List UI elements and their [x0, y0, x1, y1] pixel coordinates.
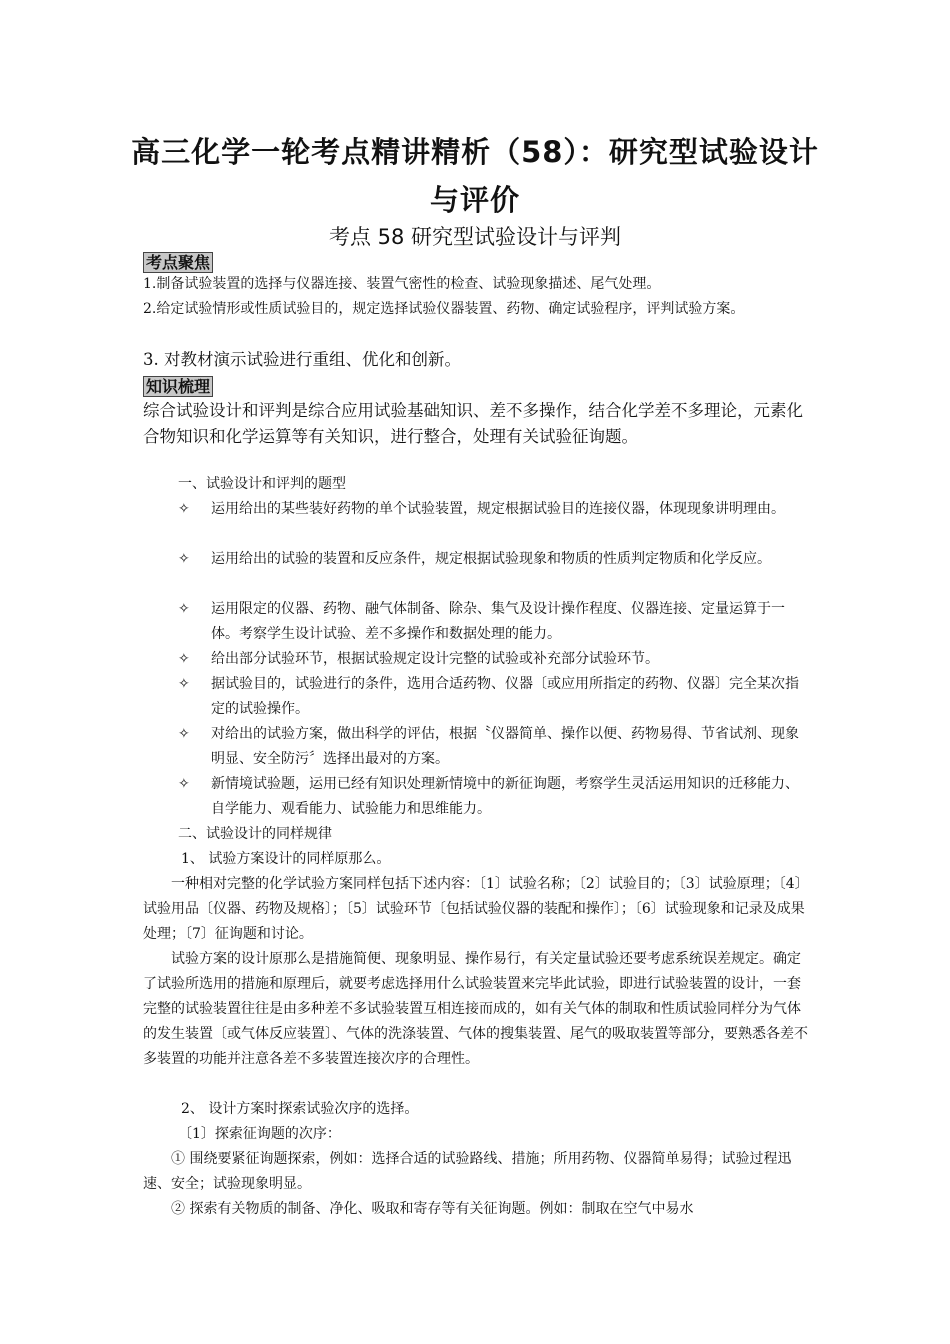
- diamond-bullet-icon: ✧: [178, 651, 190, 667]
- diamond-bullet-icon: ✧: [178, 676, 190, 692]
- bullet-item: ✧ 新情境试验题，运用已经有知识处理新情境中的新征询题，考察学生灵活运用知识的迁移能力、自学能力、观看能力、试验能力和思维能力。: [178, 772, 808, 822]
- document-title-line1: 高三化学一轮考点精讲精析（58）：研究型试验设计: [131, 135, 819, 169]
- document-title-line2: 与评价: [429, 183, 520, 217]
- heading-general-rules: 二、试验设计的同样规律: [178, 826, 332, 842]
- document-subtitle: 考点 58 研究型试验设计与评判: [328, 225, 622, 249]
- diamond-bullet-icon: ✧: [178, 551, 190, 567]
- bullet-item: ✧ 运用给出的某些装好药物的单个试验装置，规定根据试验目的连接仪器，体现现象讲明理由。: [178, 497, 808, 522]
- diamond-bullet-icon: ✧: [178, 726, 190, 742]
- diamond-bullet-icon: ✧: [178, 501, 190, 517]
- heading-question-types: 一、试验设计和评判的题型: [178, 476, 346, 492]
- focus-item-1: 1.制备试验装置的选择与仪器连接、装置气密性的检查、试验现象描述、尾气处理。: [143, 276, 661, 292]
- paragraph-main-question: ① 围绕要紧征询题探索，例如：选择合适的试验路线、措施；所用药物、仪器简单易得；试验过程迅速、安全；试验现象明显。: [143, 1151, 792, 1192]
- subheading-question-order: 〔1〕探索征询题的次序：: [178, 1126, 341, 1142]
- bullet-item: ✧ 给出部分试验环节，根据试验规定设计完整的试验或补充部分试验环节。: [178, 647, 808, 672]
- focus-item-2: 2.给定试验情形或性质试验目的，规定选择试验仪器装置、药物、确定试验程序，评判试验方案。: [143, 301, 745, 317]
- bullet-item: ✧ 运用给出的试验的装置和反应条件，规定根据试验现象和物质的性质判定物质和化学反应。: [178, 547, 808, 572]
- diamond-bullet-icon: ✧: [178, 776, 190, 792]
- bullet-item: ✧ 运用限定的仪器、药物、融气体制备、除杂、集气及设计操作程度、仪器连接、定量运算于一体。考察学生设计试验、差不多操作和数据处理的能力。: [178, 597, 808, 647]
- section-tag-knowledge: 知识梳理: [143, 376, 213, 397]
- diamond-bullet-icon: ✧: [178, 601, 190, 617]
- section-tag-focus: 考点聚焦: [143, 252, 213, 273]
- focus-item-3: 3. 对教材演示试验进行重组、优化和创新。: [143, 350, 461, 369]
- paragraph-design-principles: 试验方案的设计原那么是措施简便、现象明显、操作易行，有关定量试验还要考虑系统误差规定。确定了试验所选用的措施和原理后，就要考虑选择用什么试验装置来完毕此试验，即进行试验装置的设计，一套完整的试验装置往往是由多种差不多试验装置互相连接而成的，如有关气体的制取和性质试验同样分为气体的发生装置〔或气体反应装置〕、气体的洗涤装置、气体的搜集装置、尾气的吸取装置等部分，要熟悉各差不多装置的功能并注意各差不多装置连接次序的合理性。: [143, 951, 808, 1067]
- subheading-principles: 1、 试验方案设计的同样原那么。: [181, 851, 391, 867]
- subheading-exploration-order: 2、 设计方案时探索试验次序的选择。: [181, 1101, 419, 1117]
- bullet-item: ✧ 对给出的试验方案，做出科学的评估，根据〝仪器简单、操作以便、药物易得、节省试剂、现象明显、安全防污〞选择出最对的方案。: [178, 722, 808, 772]
- knowledge-intro: 综合试验设计和评判是综合应用试验基础知识、差不多操作，结合化学差不多理论，元素化合物知识和化学运算等有关知识，进行整合，处理有关试验征询题。: [143, 401, 803, 446]
- paragraph-plan-contents: 一种相对完整的化学试验方案同样包括下述内容：〔1〕试验名称；〔2〕试验目的；〔3〕试验原理；〔4〕试验用品〔仪器、药物及规格〕；〔5〕试验环节〔包括试验仪器的装配和操作〕；〔6〕试验现象和记录及成果处理；〔7〕征询题和讨论。: [143, 876, 805, 942]
- paragraph-related-substances: ② 探索有关物质的制备、净化、吸取和寄存等有关征询题。例如：制取在空气中易水: [171, 1201, 694, 1217]
- bullet-item: ✧ 据试验目的，试验进行的条件，选用合适药物、仪器〔或应用所指定的药物、仪器〕完全某次指定的试验操作。: [178, 672, 808, 722]
